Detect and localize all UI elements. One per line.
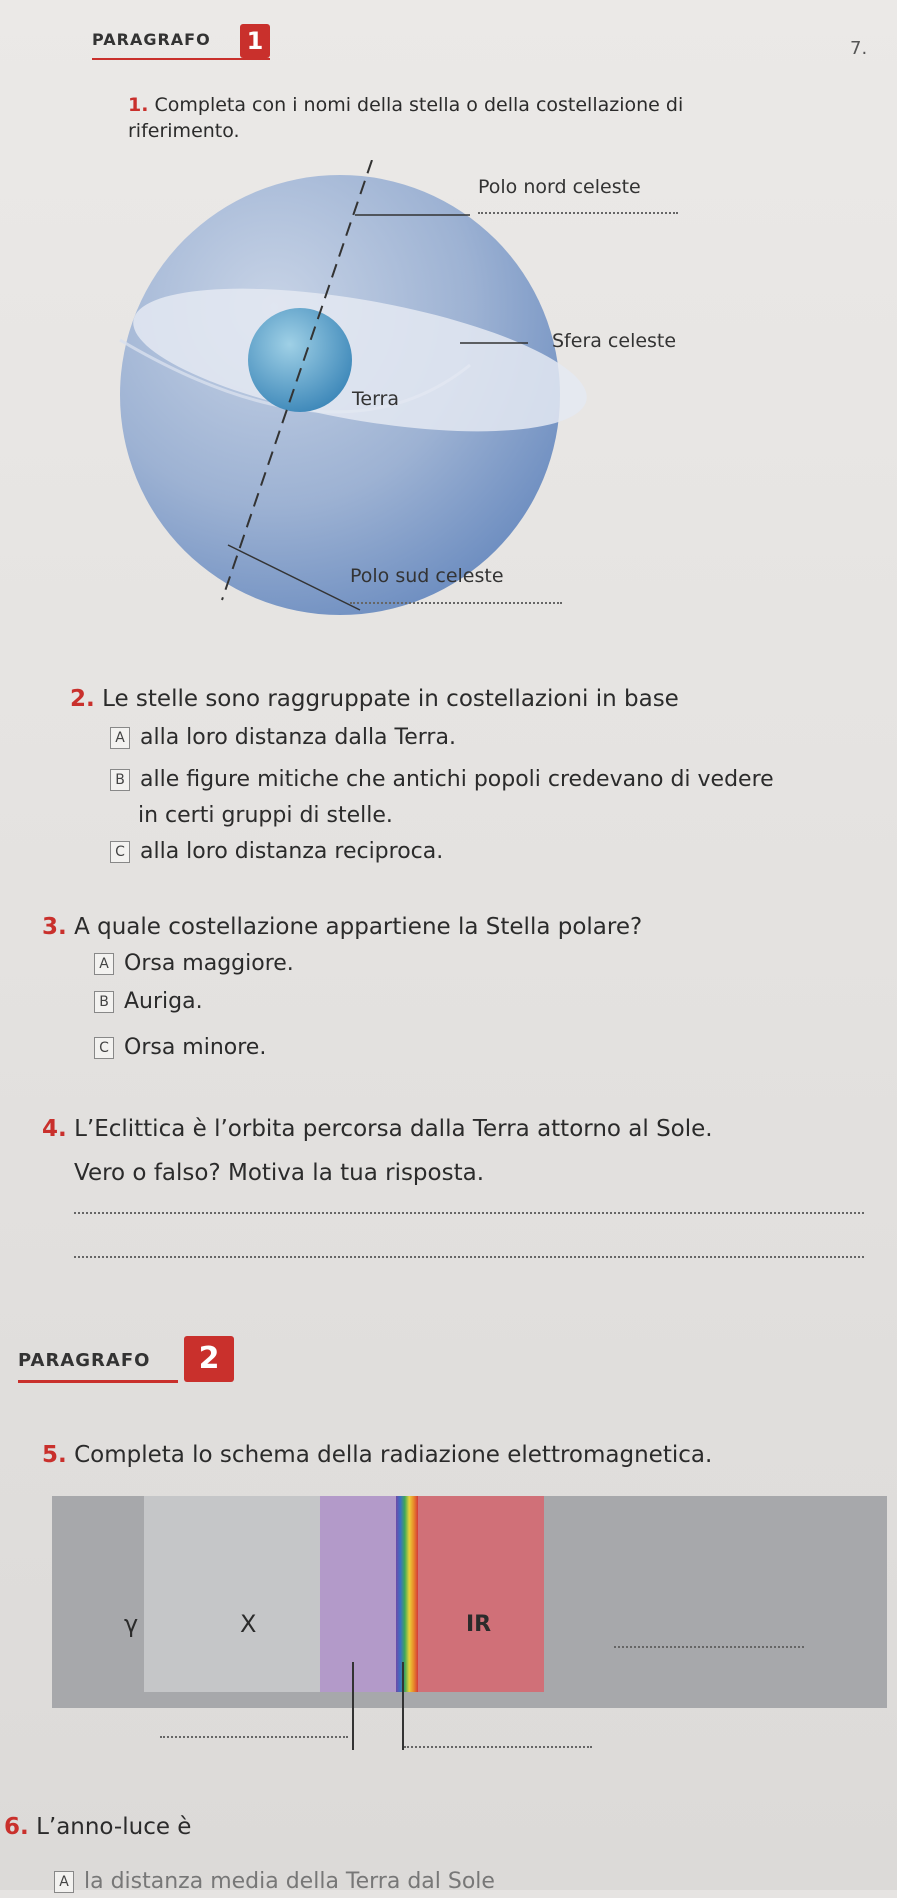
answer-line-south-pole[interactable]: [350, 602, 562, 604]
answer-line-visible[interactable]: [404, 1746, 592, 1748]
label-earth: Terra: [352, 388, 399, 410]
answer-line-q4-1[interactable]: [74, 1212, 864, 1214]
question-5: 5. Completa lo schema della radiazione elettromagnetica.: [42, 1442, 713, 1468]
section-2-number: 2: [184, 1336, 234, 1382]
band-visible-light: [396, 1496, 418, 1692]
question-2: 2. Le stelle sono raggruppate in costellazioni in base: [70, 686, 679, 712]
label-celestial-sphere: Sfera celeste: [552, 330, 677, 352]
answer-line-uv[interactable]: [160, 1736, 348, 1738]
q2-option-c[interactable]: C alla loro distanza reciproca.: [110, 836, 850, 868]
section-2-title: PARAGRAFO: [18, 1350, 151, 1371]
label-ir: IR: [466, 1612, 492, 1637]
question-1: 1. Completa con i nomi della stella o della costellazione di riferimento.: [128, 94, 684, 142]
q3-option-b[interactable]: B Auriga.: [94, 986, 203, 1018]
q2-option-b[interactable]: B alle figure mitiche che antichi popoli credevano di vedere: [110, 764, 850, 796]
q2-option-b-continued: in certi gruppi di stelle.: [138, 803, 393, 828]
answer-line-north-pole[interactable]: [478, 212, 678, 214]
section-1-number: 1: [240, 24, 270, 58]
earth-globe: [248, 308, 352, 412]
celestial-sphere-diagram: [110, 160, 710, 620]
margin-mark: 7.: [850, 38, 868, 59]
answer-line-radio[interactable]: [614, 1646, 804, 1648]
q3-option-a[interactable]: A Orsa maggiore.: [94, 948, 294, 980]
label-gamma: γ: [124, 1610, 139, 1638]
section-1-underline: [92, 58, 270, 60]
label-north-pole: Polo nord celeste: [478, 176, 641, 198]
question-4-instruction: Vero o falso? Motiva la tua risposta.: [74, 1160, 485, 1186]
band-infrared: [418, 1496, 544, 1692]
q6-option-a[interactable]: A la distanza media della Terra dal Sole: [54, 1866, 495, 1898]
section-2-underline: [18, 1380, 178, 1383]
question-3: 3. A quale costellazione appartiene la Stella polare?: [42, 914, 643, 940]
section-1-title: PARAGRAFO: [92, 30, 211, 49]
question-4: 4. L’Eclittica è l’orbita percorsa dalla Terra attorno al Sole.: [42, 1116, 713, 1142]
q2-option-a[interactable]: A alla loro distanza dalla Terra.: [110, 722, 850, 754]
question-6: 6. L’anno-luce è: [4, 1814, 192, 1840]
tick-uv: [352, 1662, 354, 1750]
em-spectrum-scheme: [52, 1496, 887, 1708]
tick-visible: [402, 1662, 404, 1750]
answer-line-q4-2[interactable]: [74, 1256, 864, 1258]
q3-option-c[interactable]: C Orsa minore.: [94, 1032, 266, 1064]
label-x: X: [240, 1610, 257, 1638]
band-ultraviolet: [320, 1496, 400, 1692]
label-south-pole: Polo sud celeste: [350, 565, 504, 587]
